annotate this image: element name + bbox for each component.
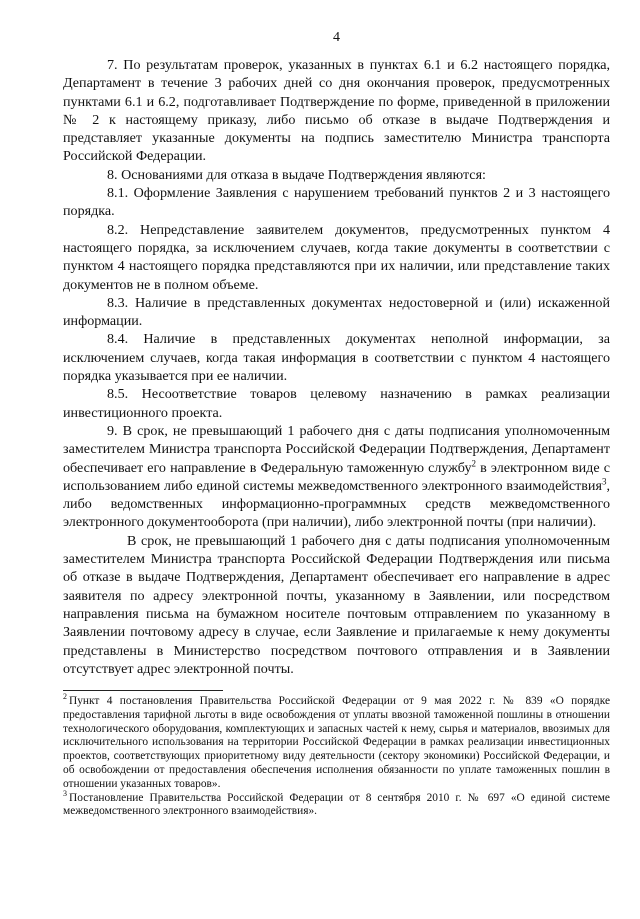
footnote-mark-3: 3 <box>63 788 67 798</box>
paragraph-8-2: 8.2. Непредставление заявителем документов, предусмотренных пунктом 4 настоящего порядка, за исключением случаев, когда такие документы в соответствии с пунктом 4 настоящего порядка представляются при их наличии, или представление таких документов не в полном объеме. <box>63 221 610 293</box>
footnote-2 <box>63 692 610 792</box>
footnote-mark-2: 2 <box>63 692 67 702</box>
paragraph-8-5: 8.5. Несоответствие товаров целевому назначению в рамках реализации инвестиционного проекта. <box>63 386 610 421</box>
paragraph-8: 8. Основаниями для отказа в выдаче Подтверждения являются: <box>107 166 486 183</box>
paragraph-9-text-c: , либо ведомственных информационно-программных средств межведомственного электронного документооборота (при наличии), либо электронной почты (при наличии). <box>63 477 610 531</box>
paragraph-7: 7. По результатам проверок, указанных в пунктах 6.1 и 6.2 настоящего порядка, Департамент в течение 3 рабочих дней со дня окончания проверок, предусмотренных пунктами 6.1 и 6.2, подготавливает Подтверждение по форме, приведенной в приложении № 2 к настоящему приказу, либо письмо об отказе в выдаче Подтверждения и представляет указанные документы на подпись заместителю Министра транспорта Российской Федерации. <box>63 57 610 165</box>
footnote-divider <box>63 690 223 691</box>
page-number: 4 <box>333 30 340 45</box>
footnote-ref-3: 3 <box>601 476 607 487</box>
body-text <box>63 56 610 678</box>
paragraph-8-1: 8.1. Оформление Заявления с нарушением требований пунктов 2 и 3 настоящего порядка. <box>63 185 610 220</box>
footnotes <box>63 692 610 819</box>
paragraph-8-4: 8.4. Наличие в представленных документах неполной информации, за исключением случаев, когда такая информация в соответствии с пунктом 4 настоящего порядка указывается при ее наличии. <box>63 331 610 385</box>
paragraph-9-text-b: в электронном виде с использованием либо единой системы межведомственного электронного взаимодействия <box>63 459 610 494</box>
footnote-ref-2: 2 <box>471 457 476 468</box>
paragraph-10: В срок, не превышающий 1 рабочего дня с даты подписания уполномоченным заместителем Министра транспорта Российской Федерации Подтверждения или письма об отказе в выдаче Подтверждения, Департамент обеспечивает его направление в адрес заявителя по адресу электронной почты, указанному в Заявлении, или посредством направления письма на бумажном носителе почтовым отправлением по указанному в Заявлении почтовому адресу в случае, если Заявление и прилагаемые к нему документы представлены в Министерство посредством почтового отправления и в Заявлении отсутствует адрес электронной почты. <box>63 532 610 677</box>
footnote-3-text: Постановление Правительства Российской Федерации от 8 сентября 2010 г. № 697 «О единой системе межведомственного электронного взаимодействия». <box>63 791 610 818</box>
footnote-2-text: Пункт 4 постановления Правительства Российской Федерации от 9 мая 2022 г. № 839 «О порядке предоставления тарифной льготы в виде освобождения от уплаты ввозной таможенной пошлины в отношении технологического оборудования, комплектующих и запасных частей к нему, сырья и материалов, ввозимых для исключительного использования на территории Российской Федерации в рамках реализации инвестиционных проектов, соответствующих приоритетному виду деятельности (сектору экономики) Российской Федерации, и об освобождении от предоставления обеспечения исполнения обязанности по уплате таможенных пошлин в отношении указанных товаров». <box>63 695 610 790</box>
footnote-3 <box>63 788 610 820</box>
paragraph-9 <box>63 422 610 532</box>
paragraph-8-3: 8.3. Наличие в представленных документах недостоверной и (или) искаженной информации. <box>63 294 610 330</box>
paragraph-9-text-a: 9. В срок, не превышающий 1 рабочего дня с даты подписания уполномоченным заместителем Министра транспорта Российской Федерации Подтверждения, Департамент обеспечивает его направление в Федеральную таможенную службу <box>63 422 610 476</box>
